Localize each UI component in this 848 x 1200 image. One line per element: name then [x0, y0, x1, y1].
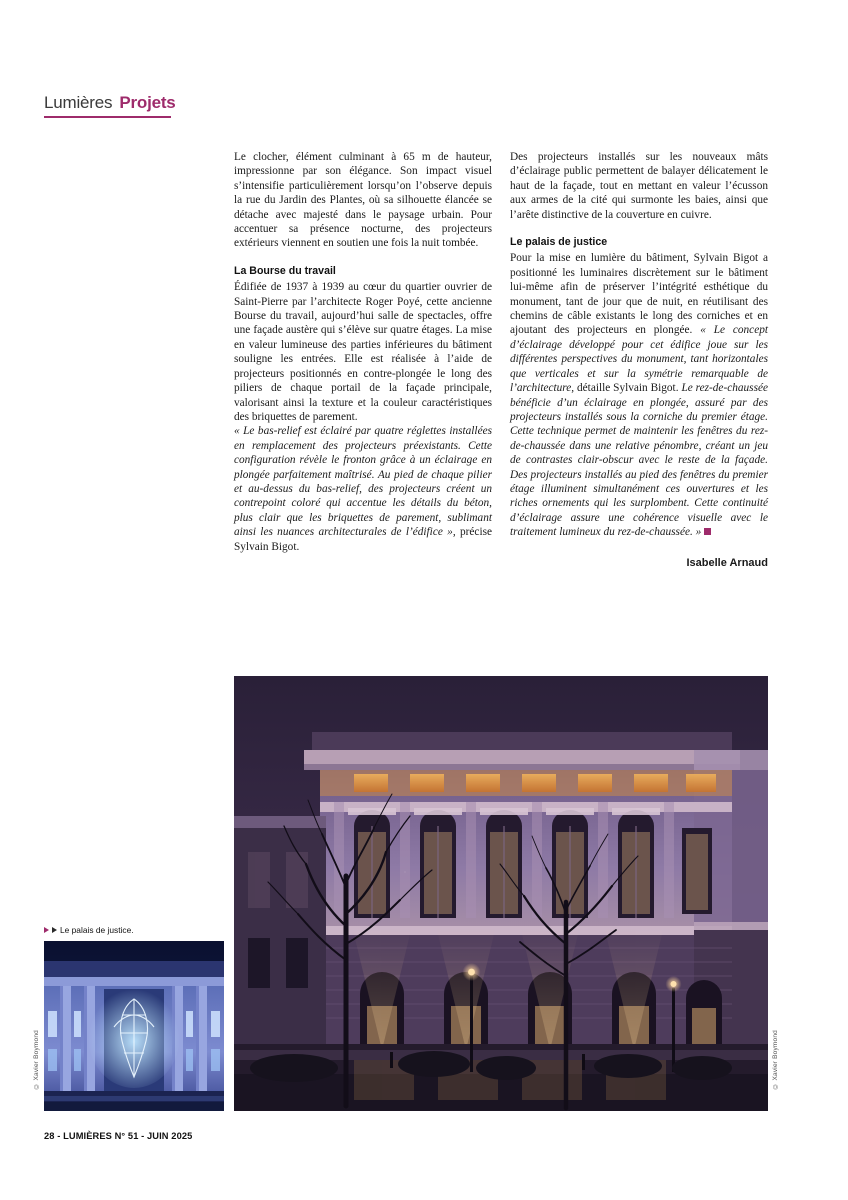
large-photo-palais-de-justice-night [234, 676, 768, 1111]
large-photo-credit: © Xavier Boymond [772, 1030, 779, 1090]
masthead-rule [44, 116, 171, 118]
right-column [510, 150, 768, 570]
small-photo-caption [44, 925, 224, 935]
right-intro-paragraph: Des projecteurs installés sur les nouveaux mâts d’éclairage public permettent de balayer délicatement le haut de la façade, tout en mettant en valeur l’écusson aux armes de la cité qui surmonte les baies, ainsi que l’arête distinctive de la couverture en cuivre. [510, 151, 768, 221]
section-title: Projets [119, 93, 176, 112]
left-quote-paragraph [234, 424, 492, 554]
left-subheading: La Bourse du travail [234, 264, 336, 277]
small-photo-artwork [44, 941, 224, 1111]
page-footer: 28 - LUMIÈRES N° 51 - JUIN 2025 [44, 1131, 193, 1141]
end-mark [704, 528, 711, 535]
triangle-marker-icon [44, 927, 49, 933]
large-photo-artwork [234, 676, 768, 1111]
small-photo-palais-de-justice [44, 941, 224, 1111]
small-photo-caption-text: Le palais de justice. [60, 925, 134, 935]
left-intro-paragraph: Le clocher, élément culminant à 65 m de hauteur, impressionne par son élégance. Son impact visuel s’intensifie particulièrement lorsqu’on l’observe depuis la rue du Jardin des Plantes, où sa silhouette élancée se détache avec majesté dans le paysage urbain. Pour accentuer sa présence nocturne, des projecteurs extérieurs viennent en soutien une fois la nuit tombée. [234, 151, 492, 250]
masthead [44, 93, 176, 113]
right-quote-part-two: Le rez-de-chaussée bénéficie d’un éclairage en plongée, assuré par des projecteurs installés sous la corniche du premier étage. Cette technique permet de maintenir les fenêtres du rez-de-chaussée dans une relative pénombre, créant un jeu de contrastes clair-obscur avec le reste de la façade. Des projecteurs installés au pied des fenêtres du premier étage illuminent simultanément ces ouvertures et les riches ornements qui les surplombent. Cette continuité d’éclairage assure une cohérence visuelle avec le traitement lumineux du rez-de-chaussée. » [510, 382, 768, 539]
left-column [234, 150, 492, 554]
publication-title: Lumières [44, 93, 113, 112]
left-body-paragraph: Édifiée de 1937 à 1939 au cœur du quartier ouvrier de Saint-Pierre par l’architecte Roger Poyé, cette ancienne Bourse du travail, aujourd’hui salle de spectacles, offre une façade austère qui s’élève sur quatre étages. La mise en valeur lumineuse des parties inférieures du bâtiment souligne les entrées. Elle est réalisée à l’aide de projecteurs positionnés en contre-plongée le long des piliers de chaque portail de la façade principale, valorisant ainsi la texture et la couleur caractéristiques des briquettes de parement. [234, 281, 492, 423]
right-body-text: Pour la mise en lumière du bâtiment, Sylvain Bigot a positionné les luminaires discrètement sur le bâtiment lui-même afin de préserver l’intégrité esthétique du monument, tant de jour que de nuit, en réutilisant des chemins de câble existants le long des corniches et en ajoutant des projecteurs en plongée. [510, 252, 768, 337]
author-byline: Isabelle Arnaud [686, 556, 768, 569]
small-photo-credit: © Xavier Boymond [33, 1030, 40, 1090]
triangle-marker-secondary-icon [52, 927, 57, 933]
right-quote-part-one: « Le concept d’éclairage développé pour cet édifice joue sur les différentes perspectives du monument, tant horizontales que verticales et sur la symétrie remarquable de l’architecture, [510, 324, 768, 395]
left-quote-attribution: précise Sylvain Bigot. [234, 526, 492, 553]
right-quote-attribution: détaille Sylvain Bigot. [577, 382, 679, 395]
left-quote-text: « Le bas-relief est éclairé par quatre réglettes installées en remplacement des projecteurs préexistants. Cette configuration révèle le fronton grâce à un éclairage en plongée parfaitement maîtrisé. Au pied de chaque pilier et au-dessus du bas-relief, des projecteurs créent un contrepoint coloré qui accentue les détails du béton, plus clair que les briquettes de parement, sublimant ainsi les nuances architecturales de l’édifice », [234, 425, 492, 539]
right-subheading: Le palais de justice [510, 236, 608, 249]
right-body-paragraph [510, 251, 768, 539]
